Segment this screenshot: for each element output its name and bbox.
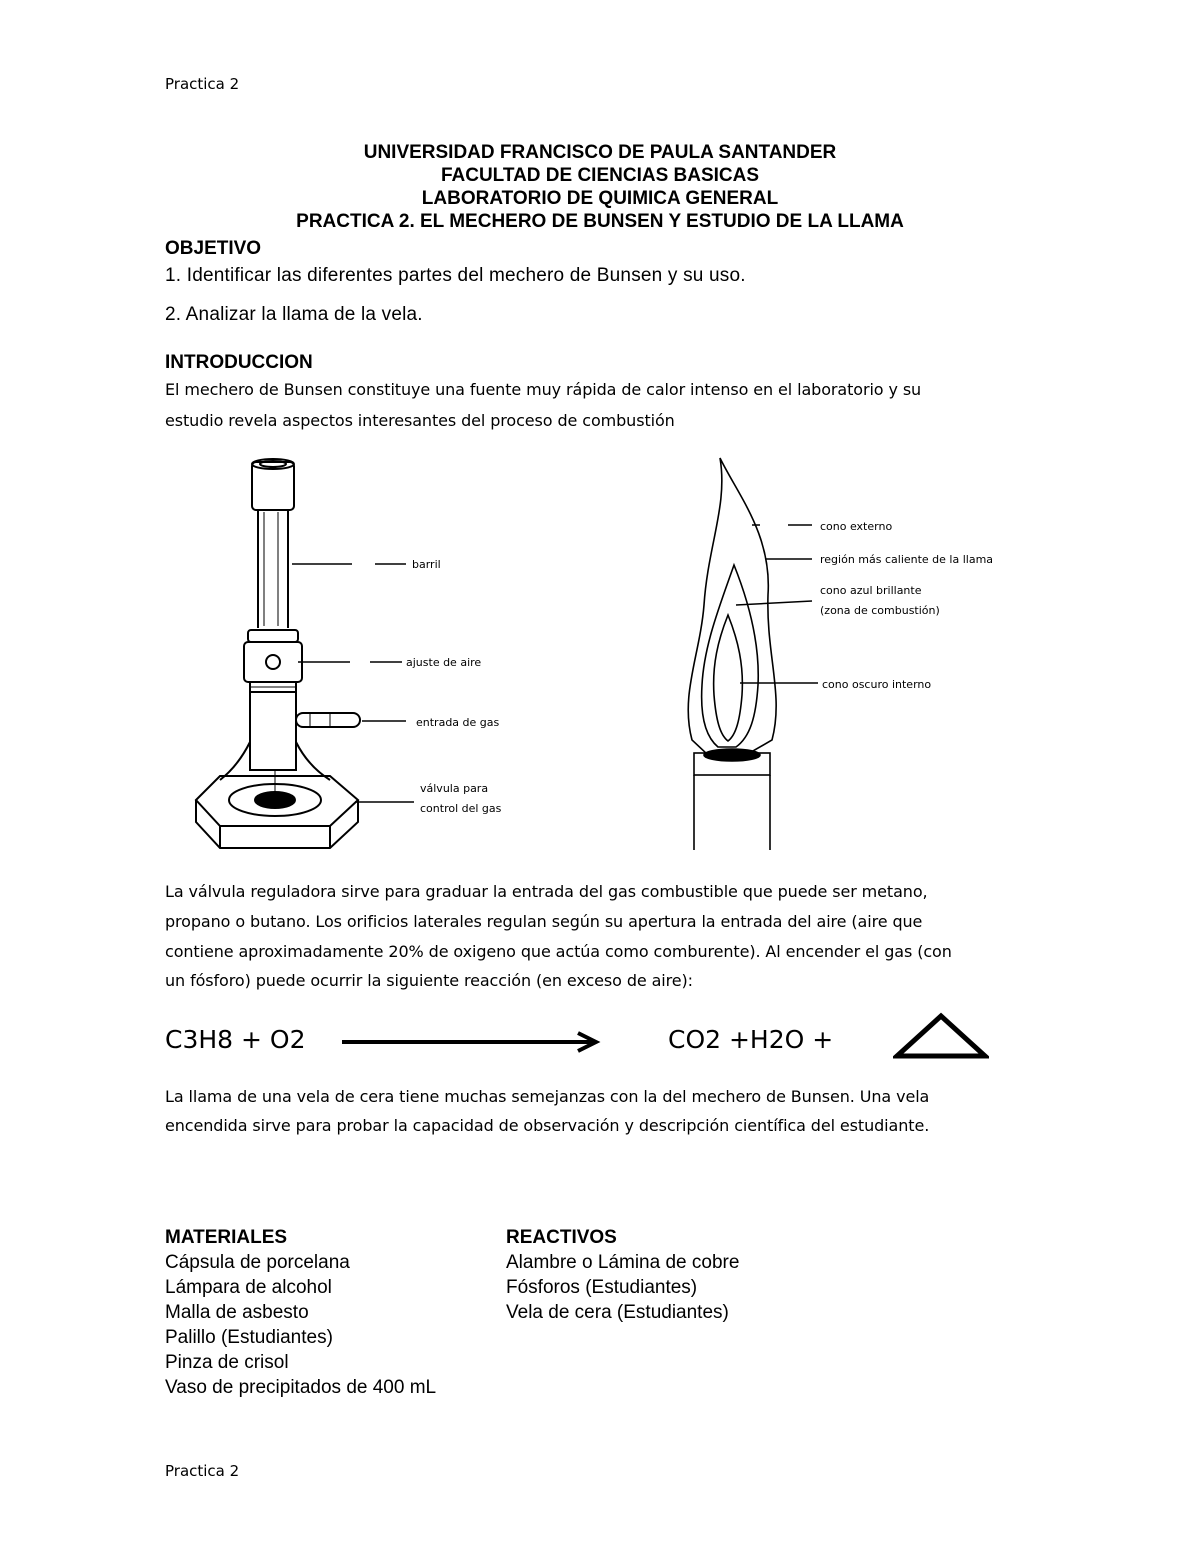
- label-cono-externo: cono externo: [820, 520, 893, 533]
- list-item: Cápsula de porcelana: [165, 1252, 350, 1273]
- equation-products: CO2 +H2O +: [668, 1025, 834, 1054]
- bunsen-burner-diagram: [180, 450, 560, 860]
- list-item: Palillo (Estudiantes): [165, 1327, 333, 1348]
- objetivo-item-2: 2. Analizar la llama de la vela.: [165, 304, 423, 325]
- intro-line-1: El mechero de Bunsen constituye una fuente muy rápida de calor intenso en el laboratorio y su: [165, 380, 922, 399]
- label-cono-oscuro: cono oscuro interno: [822, 678, 932, 691]
- label-valvula-1: válvula para: [420, 782, 489, 795]
- university-name: UNIVERSIDAD FRANCISCO DE PAULA SANTANDER: [363, 142, 837, 163]
- para2-line-4: un fósforo) puede ocurrir la siguiente reacción (en exceso de aire):: [165, 971, 693, 990]
- practice-title: PRACTICA 2. EL MECHERO DE BUNSEN Y ESTUDIO DE LA LLAMA: [296, 211, 904, 232]
- label-region-caliente: región más caliente de la llama: [820, 553, 994, 566]
- list-item: Alambre o Lámina de cobre: [506, 1252, 740, 1273]
- objetivo-title: OBJETIVO: [165, 238, 262, 259]
- equation-reactants: C3H8 + O2: [165, 1025, 306, 1054]
- page-footer-label: Practica 2: [165, 1462, 240, 1480]
- heat-triangle-icon: [893, 1012, 989, 1060]
- list-item: Pinza de crisol: [165, 1352, 289, 1373]
- materiales-list: [165, 1225, 436, 1400]
- reaction-arrow-icon: [340, 1030, 605, 1054]
- label-ajuste-aire: ajuste de aire: [406, 656, 482, 669]
- faculty-name: FACULTAD DE CIENCIAS BASICAS: [440, 165, 760, 186]
- label-valvula-2: control del gas: [420, 802, 502, 815]
- para3-line-2: encendida sirve para probar la capacidad de observación y descripción científica del estudiante.: [165, 1116, 930, 1135]
- label-cono-azul-2: (zona de combustión): [820, 604, 940, 617]
- flame-diagram: [680, 455, 1050, 855]
- objetivo-item-1: 1. Identificar las diferentes partes del mechero de Bunsen y su uso.: [165, 265, 746, 286]
- introduccion-title: INTRODUCCION: [165, 352, 313, 373]
- list-item: Vela de cera (Estudiantes): [506, 1302, 729, 1323]
- page-header-label: Practica 2: [165, 75, 240, 93]
- para2-line-2: propano o butano. Los orificios laterales regulan según su apertura la entrada del aire (aire que: [165, 912, 923, 931]
- list-item: Fósforos (Estudiantes): [506, 1277, 698, 1298]
- label-entrada-gas: entrada de gas: [416, 716, 500, 729]
- para2-line-1: La válvula reguladora sirve para graduar la entrada del gas combustible que puede ser metano,: [165, 882, 928, 901]
- list-item: Lámpara de alcohol: [165, 1277, 332, 1298]
- para2-line-3: contiene aproximadamente 20% de oxigeno que actúa como comburente). Al encender el gas (con: [165, 942, 952, 961]
- list-item: Malla de asbesto: [165, 1302, 309, 1323]
- reactivos-title: REACTIVOS: [506, 1227, 617, 1248]
- materiales-title: MATERIALES: [165, 1227, 288, 1248]
- para3-line-1: La llama de una vela de cera tiene muchas semejanzas con la del mechero de Bunsen. Una vela: [165, 1087, 930, 1106]
- reactivos-list: [506, 1225, 739, 1325]
- label-cono-azul-1: cono azul brillante: [820, 584, 922, 597]
- intro-line-2: estudio revela aspectos interesantes del proceso de combustión: [165, 411, 675, 430]
- list-item: Vaso de precipitados de 400 mL: [165, 1377, 437, 1398]
- lab-name: LABORATORIO DE QUIMICA GENERAL: [421, 188, 779, 209]
- label-barril: barril: [412, 558, 441, 571]
